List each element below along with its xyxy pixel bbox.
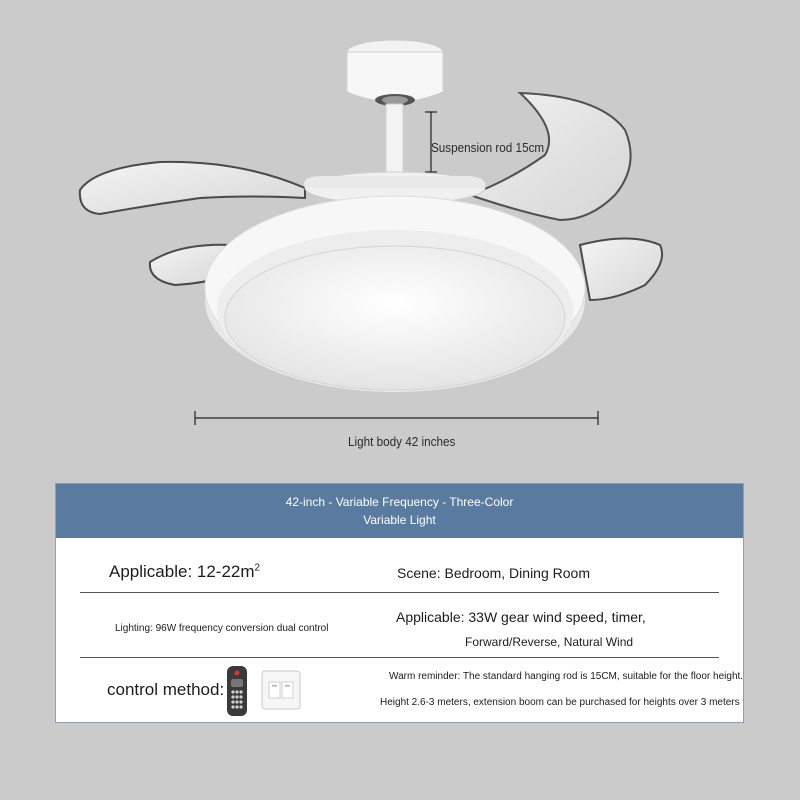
fan-blade xyxy=(470,93,631,220)
width-dimension-marker xyxy=(195,411,598,425)
light-body xyxy=(205,196,585,392)
spec-title-line1: 42-inch - Variable Frequency - Three-Color xyxy=(285,495,514,509)
spec-title-line2: Variable Light xyxy=(363,513,436,527)
body-size-label: Light body 42 inches xyxy=(348,434,456,449)
control-method-label: control method: xyxy=(107,680,225,699)
suspension-rod xyxy=(386,104,403,178)
fan-blade xyxy=(80,162,305,214)
spec-card xyxy=(55,483,744,723)
spec-header xyxy=(56,484,743,538)
fan-spec-line1: Applicable: 33W gear wind speed, timer, xyxy=(396,609,646,625)
warm-reminder-line2: Height 2.6-3 meters, extension boom can be purchased for heights over 3 meters xyxy=(380,697,740,708)
area-unit-exponent: 2 xyxy=(254,562,261,574)
applicable-area-text: Applicable: 12-22m xyxy=(109,562,255,581)
row-divider xyxy=(80,657,719,658)
scene-text: Scene: Bedroom, Dining Room xyxy=(397,565,590,581)
warm-reminder-line1: Warm reminder: The standard hanging rod is 15CM, suitable for the floor height. xyxy=(389,671,744,682)
applicable-area xyxy=(109,562,260,582)
rod-length-label: Suspension rod 15cm xyxy=(431,140,545,155)
fan-spec-line2: Forward/Reverse, Natural Wind xyxy=(465,635,634,649)
canopy xyxy=(347,40,443,106)
remote-control-icon xyxy=(226,665,248,722)
fan-blade xyxy=(580,239,662,301)
row-divider xyxy=(80,592,719,593)
lighting-spec: Lighting: 96W frequency conversion dual control xyxy=(115,623,329,634)
wall-switch-icon xyxy=(261,670,301,715)
